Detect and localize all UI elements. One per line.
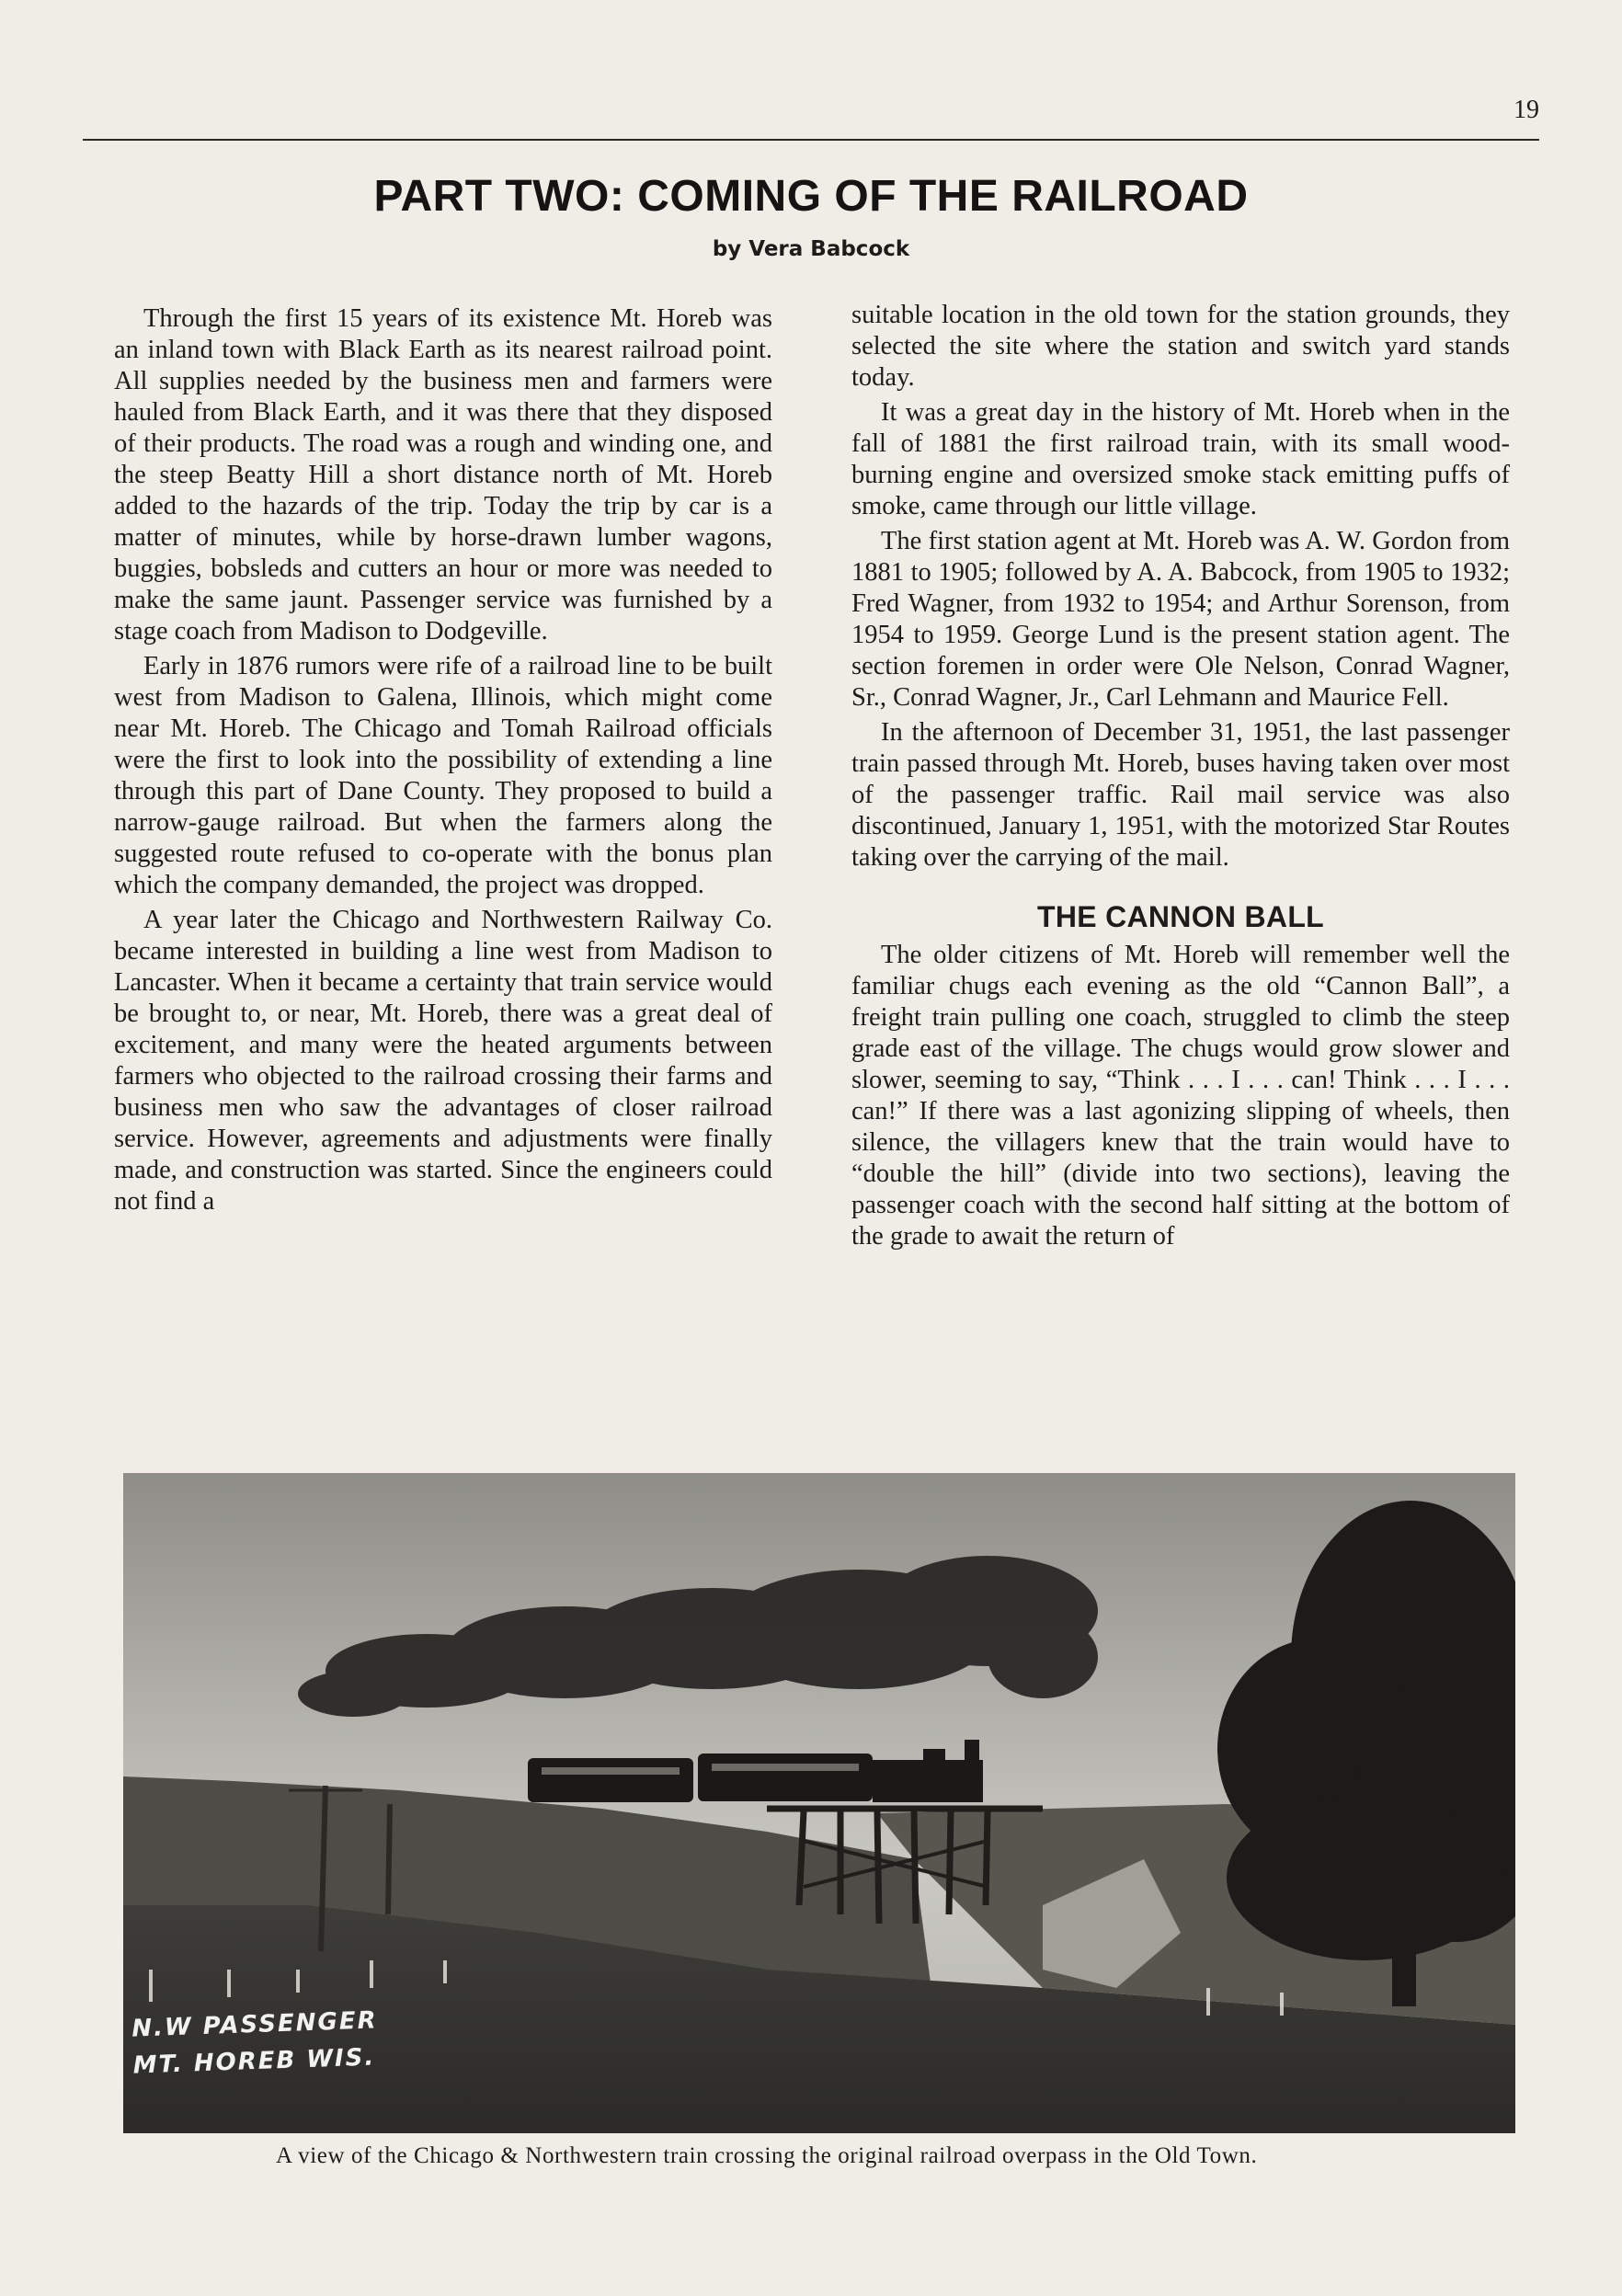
paragraph: A year later the Chicago and Northwestern Railway Co. became interested in building a line west from Madison to Lancaster. When it became a certainty that train service would be brought to, or near, Mt. Horeb, there was a great deal of excitement, and many were the heated arguments between farmers who objected to the railroad crossing their farms and business men who saw the advantages of closer railroad service. However, agreements and adjustments were finally made, and construction was started. Since the engineers could not find a: [114, 906, 772, 1216]
paragraph: Early in 1876 rumors were rife of a railroad line to be built west from Madison to Galena, Illinois, which might come near Mt. Horeb. The Chicago and Tomah Railroad officials were the first to look into the possibility of extending a line through this part of Dane County. They proposed to build a narrow-gauge railroad. But when the farmers along the suggested route refused to co-operate with the bonus plan which the company demanded, the project was dropped.: [114, 652, 772, 899]
photo-inscription-line: MT. HOREB WIS.: [132, 2043, 376, 2080]
article-title: PART TWO: COMING OF THE RAILROAD: [373, 172, 1249, 221]
photo-caption: A view of the Chicago & Northwestern train crossing the original railroad overpass in the Old Town.: [276, 2143, 1258, 2168]
right-column: [851, 300, 1510, 1256]
byline: by Vera Babcock: [712, 237, 910, 261]
page-number: 19: [1513, 96, 1539, 124]
paragraph: In the afternoon of December 31, 1951, the last passenger train passed through Mt. Horeb, buses having taken over most of the passenger traffic. Rail mail service was also discontinued, January 1, 1951, with the motorized Star Routes taking over the carrying of the mail.: [851, 718, 1510, 872]
paragraph: It was a great day in the history of Mt. Horeb when in the fall of 1881 the first railroad train, with its small wood-burning engine and oversized smoke stack emitting puffs of smoke, came through our little village.: [851, 398, 1510, 520]
photo-inscription-line: N.W PASSENGER: [131, 2006, 379, 2043]
train-photograph: [123, 1473, 1515, 2133]
paragraph: The first station agent at Mt. Horeb was A. W. Gordon from 1881 to 1905; followed by A. A. Babcock, from 1905 to 1932; Fred Wagner, from 1932 to 1954; and Arthur Sorenson, from 1954 to 1959. George Lund is the present station agent. The section foremen in order were Ole Nelson, Conrad Wagner, Sr., Conrad Wagner, Jr., Carl Lehmann and Maurice Fell.: [851, 527, 1510, 712]
paragraph: Through the first 15 years of its existence Mt. Horeb was an inland town with Black Earth as its nearest railroad point. All supplies needed by the business men and farmers were hauled from Black Earth, and it was there that they disposed of their products. The road was a rough and winding one, and the steep Beatty Hill a short distance north of Mt. Horeb added to the hazards of the trip. Today the trip by car is a matter of minutes, while by horse-drawn lumber wagons, buggies, bobsleds and cutters an hour or more was needed to make the same jaunt. Passenger service was furnished by a stage coach from Madison to Dodgeville.: [114, 304, 772, 645]
paragraph: The older citizens of Mt. Horeb will remember well the familiar chugs each evening as the old “Cannon Ball”, a freight train pulling one coach, struggled to climb the steep grade east of the village. The chugs would grow slower and slower, seeming to say, “Think . . . I . . . can! Think . . . I . . . can!” If there was a last agonizing slipping of wheels, then silence, the villagers knew that the train would have to “double the hill” (divide into two sections), leaving the passenger coach with the second half sitting at the bottom of the grade to await the return of: [851, 941, 1510, 1251]
paragraph-continuation: suitable location in the old town for the station grounds, they selected the site where the station and switch yard stands today.: [851, 301, 1510, 392]
section-heading: THE CANNON BALL: [1036, 900, 1325, 933]
photo-inscription: [131, 2002, 380, 2084]
left-column: [114, 303, 772, 1221]
header-rule: [83, 139, 1539, 141]
